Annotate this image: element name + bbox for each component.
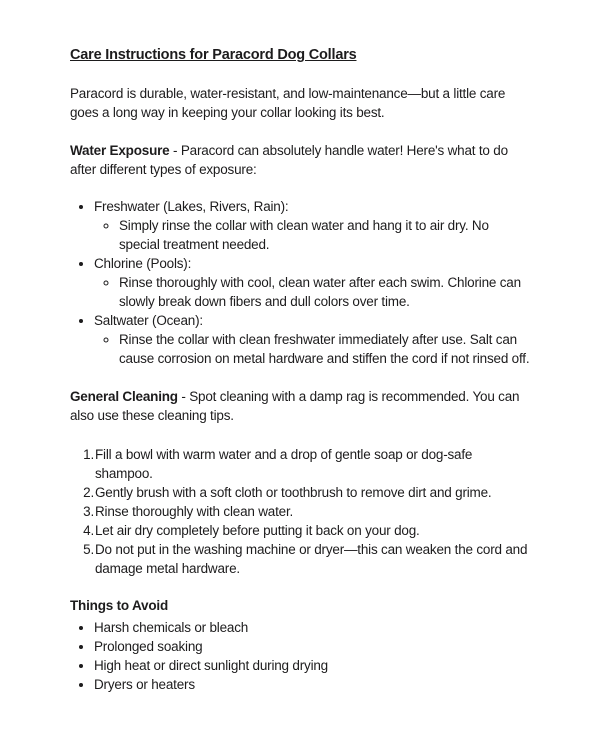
list-item: Let air dry completely before putting it back on your dog. [95, 523, 420, 538]
sub-list [94, 216, 530, 254]
intro-paragraph: Paracord is durable, water-resistant, and low-maintenance—but a little care goes a long way in keeping your collar looking its best. [70, 86, 506, 120]
sub-list [94, 273, 530, 311]
water-exposure-list [70, 197, 530, 368]
list-item: • Dryers or heaters [94, 675, 530, 694]
cleaning-steps-list [70, 445, 530, 578]
list-item: ◦ Simply rinse the collar with clean water and hang it to air dry. No special treatment needed. [119, 216, 530, 254]
list-item [94, 197, 530, 254]
list-item-label: Saltwater (Ocean): [94, 313, 203, 328]
list-item: Fill a bowl with warm water and a drop of gentle soap or dog-safe shampoo. [95, 447, 473, 481]
general-cleaning-heading: General Cleaning [70, 389, 178, 404]
list-item [94, 311, 530, 368]
list-item: Gently brush with a soft cloth or toothbrush to remove dirt and grime. [95, 485, 492, 500]
list-item: ◦ Rinse the collar with clean freshwater immediately after use. Salt can cause corrosion on metal hardware and stiffen the cord if not rinsed off. [119, 330, 530, 368]
water-exposure-heading: Water Exposure [70, 143, 170, 158]
sub-list [94, 330, 530, 368]
general-cleaning-paragraph [70, 387, 530, 425]
things-to-avoid-list [70, 618, 530, 694]
document-title: Care Instructions for Paracord Dog Collars [70, 47, 357, 63]
list-item: • High heat or direct sunlight during drying [94, 656, 530, 675]
list-item: ◦ Rinse thoroughly with cool, clean water after each swim. Chlorine can slowly break down fibers and dull colors over time. [119, 273, 530, 311]
list-item-label: Chlorine (Pools): [94, 256, 192, 271]
list-item: • Harsh chemicals or bleach [94, 618, 530, 637]
things-to-avoid-heading: Things to Avoid [70, 598, 168, 613]
list-item-label: Freshwater (Lakes, Rivers, Rain): [94, 199, 289, 214]
water-exposure-text: - Paracord can absolutely handle water! Here's what to do after different types of exposure: [70, 143, 508, 177]
list-item: Do not put in the washing machine or dryer—this can weaken the cord and damage metal hardware. [95, 542, 528, 576]
list-item: Rinse thoroughly with clean water. [95, 504, 294, 519]
general-cleaning-text: - Spot cleaning with a damp rag is recommended. You can also use these cleaning tips. [70, 389, 520, 423]
list-item [94, 254, 530, 311]
water-exposure-paragraph [70, 141, 530, 179]
list-item: • Prolonged soaking [94, 637, 530, 656]
